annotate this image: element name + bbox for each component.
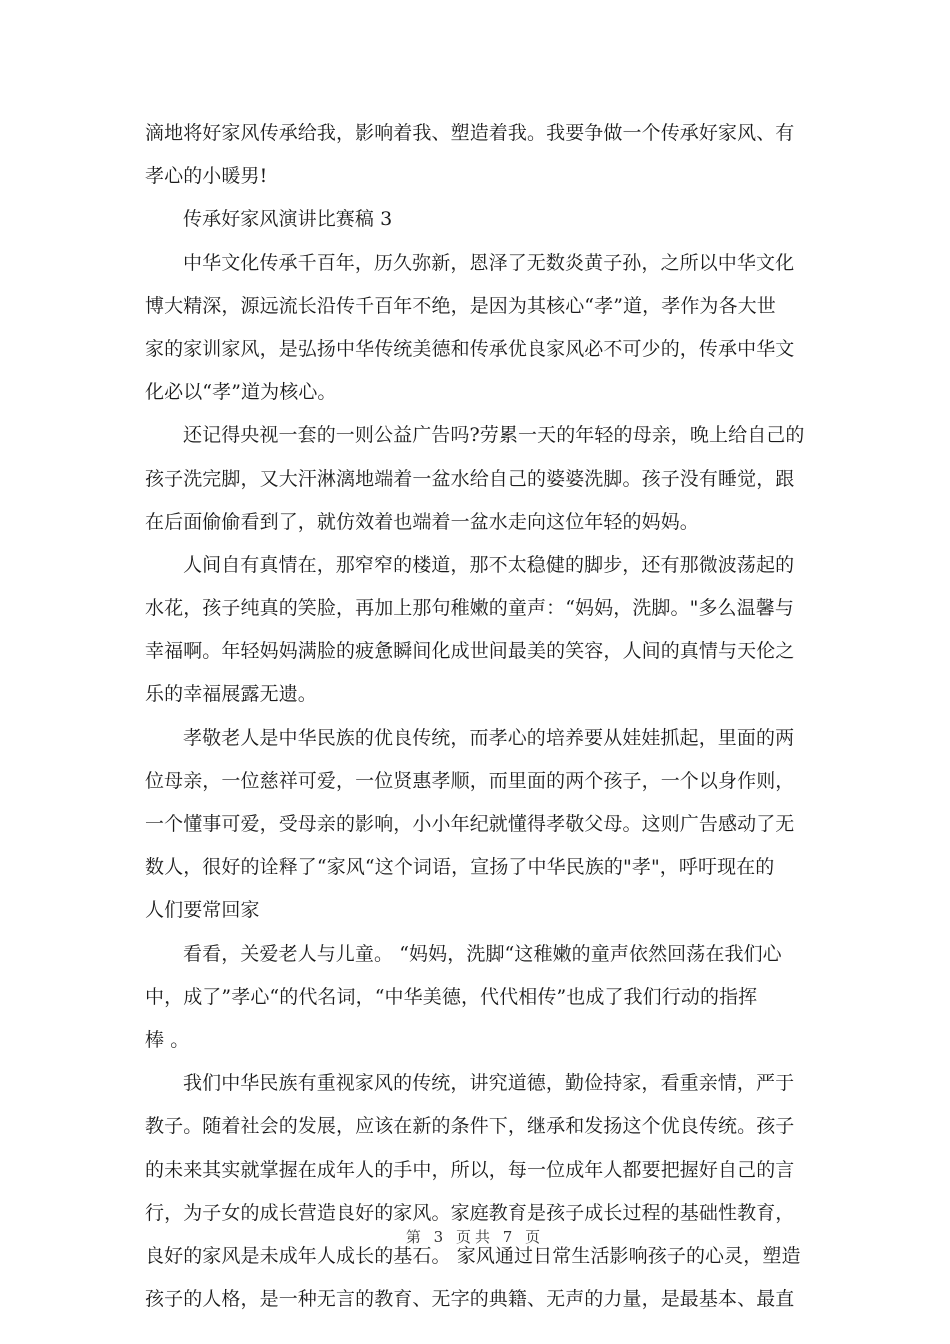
text-line: 传承好家风演讲比赛稿 3 xyxy=(183,208,393,231)
text-line: 孩子洗完脚，又大汗淋漓地端着一盆水给自己的婆婆洗脚。孩子没有睡觉，跟 xyxy=(145,467,795,490)
text-line: 人们要常回家 xyxy=(145,899,260,922)
text-line: 滴地将好家风传承给我，影响着我、塑造着我。我要争做一个传承好家风、有 xyxy=(145,122,795,144)
text-line: 位母亲，一位慈祥可爱，一位贤惠孝顺，而里面的两个孩子，一个以身作则， xyxy=(145,769,795,792)
text-line: 数人，很好的诠释了“家风“这个词语，宣扬了中华民族的"孝"，呼吁现在的 xyxy=(145,856,775,879)
text-line: 良好的家风是未成年人成长的基石。 家风通过日常生活影响孩子的心灵，塑造 xyxy=(145,1244,801,1267)
text-line: 孝敬老人是中华民族的优良传统，而孝心的培养要从娃娃抓起，里面的两 xyxy=(183,726,795,749)
text-line: 乐的幸福展露无遗。 xyxy=(145,683,317,706)
text-line: 教子。随着社会的发展，应该在新的条件下，继承和发扬这个优良传统。孩子 xyxy=(145,1115,795,1138)
text-line: 化必以“孝”道为核心。 xyxy=(145,381,337,404)
document-body xyxy=(145,112,810,1321)
text-line: 幸福啊。年轻妈妈满脸的疲惫瞬间化成世间最美的笑容，人间的真情与天伦之 xyxy=(145,640,795,663)
page-footer: 第 3 页共 7 页 xyxy=(405,1228,545,1246)
text-line: 在后面偷偷看到了，就仿效着也端着一盆水走向这位年轻的妈妈。 xyxy=(145,510,699,533)
text-line: 家的家训家风，是弘扬中华传统美德和传承优良家风必不可少的，传承中华文 xyxy=(145,337,795,360)
text-line: 的未来其实就掌握在成年人的手中，所以，每一位成年人都要把握好自己的言 xyxy=(145,1158,795,1181)
text-line: 人间自有真情在，那窄窄的楼道，那不太稳健的脚步，还有那微波荡起的 xyxy=(183,553,795,576)
text-line: 看看，关爱老人与儿童。 “妈妈，洗脚“这稚嫩的童声依然回荡在我们心 xyxy=(183,942,782,965)
text-line: 孝心的小暖男! xyxy=(145,165,268,188)
text-line: 行，为子女的成长营造良好的家风。家庭教育是孩子成长过程的基础性教育， xyxy=(145,1201,795,1224)
text-line: 水花，孩子纯真的笑脸，再加上那句稚嫩的童声：“妈妈，洗脚。"多么温馨与 xyxy=(145,597,794,620)
text-line: 中华文化传承千百年，历久弥新，恩泽了无数炎黄子孙，之所以中华文化 xyxy=(183,251,795,274)
text-line: 中，成了”孝心“的代名词，“中华美德，代代相传”也成了我们行动的指挥 xyxy=(145,985,758,1008)
text-line: 还记得央视一套的一则公益广告吗?劳累一天的年轻的母亲，晚上给自己的 xyxy=(183,424,805,447)
text-line: 我们中华民族有重视家风的传统，讲究道德，勤俭持家，看重亲情，严于 xyxy=(183,1072,795,1095)
text-line: 棒 。 xyxy=(145,1028,190,1051)
text-line: 孩子的人格，是一种无言的教育、无字的典籍、无声的力量，是最基本、最直 xyxy=(145,1288,795,1311)
text-line: 博大精深，源远流长沿传千百年不绝，是因为其核心“孝”道，孝作为各大世 xyxy=(145,294,776,317)
text-line: 一个懂事可爱，受母亲的影响，小小年纪就懂得孝敬父母。这则广告感动了无 xyxy=(145,813,795,835)
